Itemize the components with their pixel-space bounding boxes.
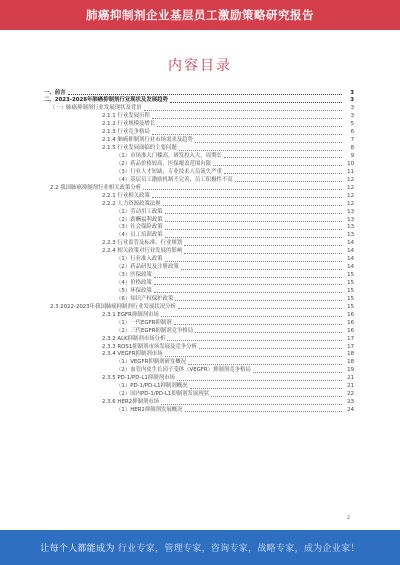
toc-entry[interactable] bbox=[44, 152, 354, 160]
toc-entry[interactable] bbox=[44, 144, 354, 152]
toc-leader-dots bbox=[154, 277, 342, 278]
toc-entry[interactable] bbox=[44, 239, 354, 247]
toc-entry[interactable] bbox=[44, 382, 354, 390]
toc-entry-label: （2）三代EGFR抑制剂竞争格局 bbox=[116, 327, 194, 334]
toc-entry-page: 18 bbox=[347, 359, 354, 366]
toc-entry-page: 21 bbox=[347, 383, 354, 390]
toc-entry[interactable] bbox=[44, 199, 354, 207]
toc-entry[interactable] bbox=[44, 175, 354, 183]
toc-entry-page: 18 bbox=[347, 351, 354, 358]
toc-entry-label: 2.3.1 EGFR抑制剂市场 bbox=[102, 311, 159, 318]
toc-entry[interactable] bbox=[44, 247, 354, 255]
toc-leader-dots bbox=[152, 197, 342, 198]
toc-entry[interactable] bbox=[44, 286, 354, 294]
toc-entry[interactable] bbox=[44, 326, 354, 334]
footer-slogan-items: 行业专家，管理专家，咨询专家，战略专家，成为企业家！ bbox=[117, 544, 360, 554]
toc-entry-label: 2.1.1 行业发展历程 bbox=[102, 113, 150, 120]
toc-entry-label: （1）行业准入政策 bbox=[116, 256, 163, 263]
toc-leader-dots bbox=[178, 308, 342, 309]
toc-entry-page: 13 bbox=[347, 224, 354, 231]
toc-leader-dots bbox=[165, 221, 342, 222]
toc-entry-page: 19 bbox=[347, 367, 354, 374]
toc-entry[interactable] bbox=[44, 263, 354, 271]
toc-leader-dots bbox=[190, 388, 342, 389]
toc-entry-label: （1）一代EGFR抑制剂 bbox=[116, 319, 172, 326]
toc-entry-label: （3）行业人才短缺，专业技术人员流失严重 bbox=[116, 168, 222, 175]
toc-leader-dots bbox=[213, 165, 342, 166]
toc-entry-page: 13 bbox=[347, 232, 354, 239]
toc-leader-dots bbox=[224, 157, 342, 158]
toc-entry-page: 17 bbox=[347, 335, 354, 342]
toc-entry[interactable] bbox=[44, 88, 354, 96]
toc-leader-dots bbox=[68, 94, 342, 95]
toc-leader-dots bbox=[165, 229, 342, 230]
toc-entry-label: （2）药品价格较高，医保覆盖范围有限 bbox=[116, 160, 212, 167]
toc-leader-dots bbox=[253, 372, 342, 373]
toc-entry[interactable] bbox=[44, 302, 354, 310]
toc-entry-page: 14 bbox=[347, 248, 354, 255]
toc-entry-label: 2.2.1 行业相关政策 bbox=[102, 192, 150, 199]
toc-entry-page: 15 bbox=[347, 272, 354, 279]
toc-leader-dots bbox=[143, 189, 342, 190]
toc-leader-dots bbox=[199, 348, 342, 349]
toc-entry[interactable] bbox=[44, 120, 354, 128]
toc-entry-label: 2.3 2022-2023年我国肺癌抑制剂行业发展状况分析 bbox=[50, 303, 176, 310]
toc-entry-label: 二、2023-2028年肺癌抑制剂行业现状及发展趋势 bbox=[44, 97, 168, 104]
toc-entry-label: （2）薪酬福利政策 bbox=[116, 216, 163, 223]
toc-leader-dots bbox=[175, 300, 342, 301]
toc-entry[interactable] bbox=[44, 294, 354, 302]
toc-entry-page: 7 bbox=[350, 137, 354, 144]
toc-leader-dots bbox=[195, 142, 342, 143]
toc-entry-page: 21 bbox=[347, 375, 354, 382]
toc-leader-dots bbox=[181, 269, 342, 270]
toc-entry[interactable] bbox=[44, 374, 354, 382]
report-title: 肺癌抑制剂企业基层员工激励策略研究报告 bbox=[86, 8, 314, 22]
toc-entry-page: 12 bbox=[347, 176, 354, 183]
toc-page bbox=[0, 30, 400, 530]
toc-entry-page: 17 bbox=[347, 343, 354, 350]
toc-entry-page: 6 bbox=[350, 129, 354, 136]
toc-entry[interactable] bbox=[44, 112, 354, 120]
footer-banner bbox=[0, 530, 400, 565]
toc-entry[interactable] bbox=[44, 334, 354, 342]
toc-leader-dots bbox=[165, 213, 342, 214]
toc-leader-dots bbox=[188, 364, 342, 365]
toc-entry-label: （2）血管内皮生长因子受体（VEGFR）抑制剂竞争格局 bbox=[116, 367, 251, 374]
toc-leader-dots bbox=[195, 332, 342, 333]
toc-entry-page: 13 bbox=[347, 216, 354, 223]
toc-entry-label: （4）基层员工激励机制不完善，员工积极性不高 bbox=[116, 176, 233, 183]
toc-entry-label: 2.2.4 相关政策对行业发展的影响 bbox=[102, 248, 183, 255]
toc-entry-page: 5 bbox=[350, 121, 354, 128]
toc-entry-page: 15 bbox=[347, 303, 354, 310]
toc-entry-page: 15 bbox=[347, 280, 354, 287]
toc-entry[interactable] bbox=[44, 350, 354, 358]
toc-leader-dots bbox=[165, 261, 342, 262]
toc-entry-label: （6）知识产权保护政策 bbox=[116, 295, 174, 302]
toc-entry-page: 3 bbox=[350, 89, 354, 96]
toc-entry-label: （1）劳动用工政策 bbox=[116, 208, 163, 215]
toc-leader-dots bbox=[152, 134, 342, 135]
toc-entry-label: （3）社会保险政策 bbox=[116, 224, 163, 231]
toc-entry-label: （一）肺癌抑制剂行业发展现状及背景 bbox=[50, 105, 142, 112]
toc-entry-page: 8 bbox=[350, 145, 354, 152]
toc-entry-page: 13 bbox=[347, 208, 354, 215]
toc-leader-dots bbox=[152, 118, 342, 119]
toc-leader-dots bbox=[161, 404, 342, 405]
toc-leader-dots bbox=[154, 284, 342, 285]
toc-entry-page: 14 bbox=[347, 264, 354, 271]
toc-entry-page: 16 bbox=[347, 327, 354, 334]
footer-slogan-lead: 让每个人都能成为 bbox=[40, 544, 115, 554]
toc-entry-label: 2.3.3 ROS1抑制剂市场发展及竞争分析 bbox=[102, 343, 197, 350]
toc-entry-label: 2.3.5 PD-1/PD-L1抑制剂市场 bbox=[102, 375, 175, 382]
toc-entry[interactable] bbox=[44, 96, 354, 104]
toc-leader-dots bbox=[177, 380, 342, 381]
toc-entry-page: 3 bbox=[350, 113, 354, 120]
toc-leader-dots bbox=[154, 292, 342, 293]
toc-entry-page: 23 bbox=[347, 399, 354, 406]
toc-entry[interactable] bbox=[44, 231, 354, 239]
toc-entry-label: 2.3.2 ALK抑制剂市场分析 bbox=[102, 335, 166, 342]
toc-entry-page: 24 bbox=[347, 407, 354, 414]
toc-entry[interactable] bbox=[44, 167, 354, 175]
toc-entry[interactable] bbox=[44, 183, 354, 191]
toc-entry[interactable] bbox=[44, 366, 354, 374]
toc-entry[interactable] bbox=[44, 104, 354, 112]
toc-entry[interactable] bbox=[44, 223, 354, 231]
toc-entry-page: 16 bbox=[347, 311, 354, 318]
toc-leader-dots bbox=[184, 245, 342, 246]
toc-entry-label: （1）VEGFR抑制剂研发概况 bbox=[116, 359, 187, 366]
toc-entry[interactable] bbox=[44, 207, 354, 215]
toc-leader-dots bbox=[163, 205, 342, 206]
toc-entry-page: 12 bbox=[347, 192, 354, 199]
toc-entry-label: 一、前言 bbox=[44, 89, 66, 96]
toc-leader-dots bbox=[165, 356, 343, 357]
toc-entry[interactable] bbox=[44, 310, 354, 318]
toc-entry-page: 12 bbox=[347, 200, 354, 207]
toc-entry[interactable] bbox=[44, 215, 354, 223]
table-of-contents bbox=[44, 88, 354, 413]
toc-entry[interactable] bbox=[44, 279, 354, 287]
toc-entry-page: 12 bbox=[347, 184, 354, 191]
toc-leader-dots bbox=[235, 181, 342, 182]
toc-leader-dots bbox=[167, 340, 342, 341]
footer-slogan bbox=[40, 541, 359, 554]
toc-entry[interactable] bbox=[44, 136, 354, 144]
report-header-banner bbox=[0, 0, 400, 30]
toc-leader-dots bbox=[170, 102, 342, 103]
toc-entry-label: （2）药品研发及注册政策 bbox=[116, 264, 179, 271]
toc-entry[interactable] bbox=[44, 159, 354, 167]
toc-entry-label: 2.3.4 VEGFR抑制剂市场 bbox=[102, 351, 163, 358]
page-number: 2 bbox=[346, 515, 350, 521]
toc-entry-label: 2.1.3 行业竞争格局 bbox=[102, 129, 150, 136]
toc-entry[interactable] bbox=[44, 390, 354, 398]
toc-entry-label: 2.2.3 行业监管及标准、行业规划 bbox=[102, 240, 183, 247]
toc-entry-label: （1）市场准入门槛高，研发投入大，周期长 bbox=[116, 153, 222, 160]
toc-entry[interactable] bbox=[44, 358, 354, 366]
toc-entry[interactable] bbox=[44, 342, 354, 350]
toc-leader-dots bbox=[144, 110, 342, 111]
toc-entry-page: 9 bbox=[350, 153, 354, 160]
toc-entry-label: 2.1.5 行业发展面临的主要问题 bbox=[102, 145, 177, 152]
toc-entry[interactable] bbox=[44, 128, 354, 136]
toc-leader-dots bbox=[165, 237, 342, 238]
toc-leader-dots bbox=[161, 316, 342, 317]
toc-entry-page: 15 bbox=[347, 295, 354, 302]
toc-entry[interactable] bbox=[44, 255, 354, 263]
toc-entry-label: （2）国内PD-1/PD-L1抑制剂发展现状 bbox=[116, 391, 210, 398]
toc-entry-label: （1）PD-1/PD-L1抑制剂概况 bbox=[116, 383, 188, 390]
toc-leader-dots bbox=[157, 126, 342, 127]
toc-entry-label: （5）环保政策 bbox=[116, 287, 152, 294]
toc-entry-label: 2.1.4 肺癌抑制剂行业市场需求及趋势 bbox=[102, 137, 193, 144]
toc-entry-label: （4）价格政策 bbox=[116, 280, 152, 287]
toc-entry-page: 10 bbox=[347, 160, 354, 167]
toc-leader-dots bbox=[211, 396, 342, 397]
toc-entry-page: 11 bbox=[347, 168, 354, 175]
toc-entry[interactable] bbox=[44, 398, 354, 406]
toc-entry-label: （1）HER2抑制剂发展概况 bbox=[116, 407, 183, 414]
toc-entry-page: 3 bbox=[350, 97, 354, 104]
toc-entry-label: 2.2 我国肺癌抑制剂行业相关政策分析 bbox=[50, 184, 142, 191]
toc-entry[interactable] bbox=[44, 191, 354, 199]
toc-entry-label: 2.1.2 行业规模及增长 bbox=[102, 121, 156, 128]
toc-entry-label: （4）员工培训政策 bbox=[116, 232, 163, 239]
toc-entry-page: 22 bbox=[347, 391, 354, 398]
toc-entry-label: 2.2.2 人力资源政策法规 bbox=[102, 200, 161, 207]
toc-leader-dots bbox=[179, 150, 342, 151]
toc-entry-page: 16 bbox=[347, 319, 354, 326]
toc-entry-page: 14 bbox=[347, 240, 354, 247]
toc-leader-dots bbox=[184, 253, 342, 254]
toc-entry-label: 2.3.6 HER2抑制剂市场 bbox=[102, 399, 160, 406]
toc-entry[interactable] bbox=[44, 318, 354, 326]
toc-leader-dots bbox=[185, 411, 342, 412]
toc-entry-page: 15 bbox=[347, 287, 354, 294]
toc-entry-page: 14 bbox=[347, 256, 354, 263]
toc-leader-dots bbox=[224, 173, 342, 174]
toc-entry-page: 3 bbox=[350, 105, 354, 112]
toc-leader-dots bbox=[174, 324, 342, 325]
toc-entry[interactable] bbox=[44, 406, 354, 414]
toc-entry-label: （3）医保政策 bbox=[116, 272, 152, 279]
toc-heading: 内容目录 bbox=[168, 58, 232, 74]
toc-entry[interactable] bbox=[44, 271, 354, 279]
